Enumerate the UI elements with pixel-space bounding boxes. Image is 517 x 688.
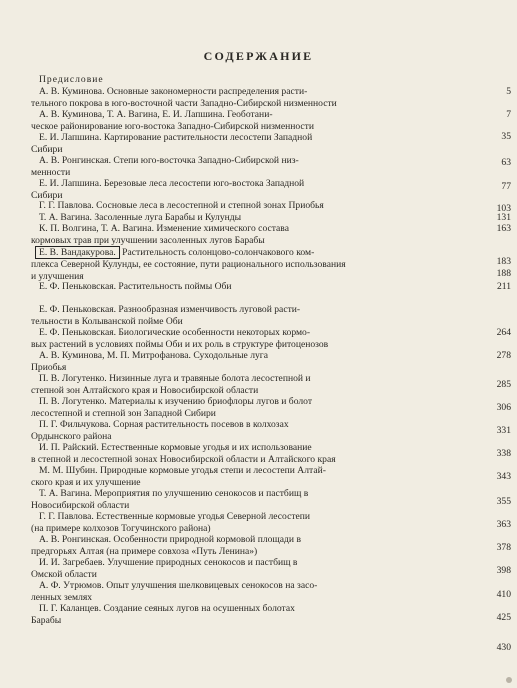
toc-entry-line: степной зон Алтайского края и Новосибирской области [31,384,259,396]
toc-entry-line: тельного покрова в юго-восточной части Западно-Сибирской низменности [31,97,337,109]
toc-page-number: 378 [496,542,511,553]
toc-entry [31,465,471,488]
toc-entry-line: А. В. Куминова, М. П. Митрофанова. Суходольные луга [39,350,268,361]
toc-entry-line: Е. Ф. Пеньковская. Растительность поймы Оби [39,281,232,292]
toc-entry [31,557,471,580]
toc-entry-line: Ордынского района [31,430,112,442]
toc-entry-line: Новосибирской области [31,499,130,511]
toc-entry [31,396,471,419]
toc-page-number: 211 [496,281,511,292]
toc-page-number: 278 [496,350,511,361]
toc-entry-line: плекса Северной Кулунды, ее состояние, пути рационального использования [31,259,346,270]
toc-entry-line: Е. И. Лапшина. Березовые леса лесостепи юго-востока Западной [39,178,305,189]
toc-entry-line: И. П. Райский. Естественные кормовые угодья и их использование [39,442,312,453]
toc-entry-line: тельности в Колыванской пойме Оби [31,315,183,327]
toc-entry [31,511,471,534]
toc-page-number: 188 [496,268,511,279]
toc-page-number: 103 [496,203,511,214]
toc-entry [31,373,471,396]
toc-page-number: 5 [506,86,511,97]
toc-entry-line: А. Ф. Утрюмов. Опыт улучшения шелковицевых сенокосов на засо- [39,580,318,591]
toc-entry [31,86,471,109]
toc-entry-line: И. И. Загребаев. Улучшение природных сенокосов и пастбищ в [39,557,298,568]
toc-page-number: 264 [496,327,511,338]
toc-entry-line: Т. А. Вагина. Засоленные луга Барабы и Кулунды [39,212,242,223]
toc-entry [31,419,471,442]
toc-entry-line: предгорьях Алтая (на примере совхоза «Путь Ленина») [31,545,258,557]
toc-page-number: 343 [496,471,511,482]
toc-entry-line: П. В. Логутенко. Низинные луга и травяные болота лесостепной и [39,373,311,384]
toc-entry [31,223,471,246]
toc-entry-line: Г. Г. Павлова. Естественные кормовые угодья Северной лесостепи [39,511,311,522]
toc-entry [31,74,471,86]
toc-entry [31,246,471,282]
toc-entry-line: Т. А. Вагина. Мероприятия по улучшению сенокосов и пастбищ в [39,488,309,499]
page-title: СОДЕРЖАНИЕ [203,49,314,63]
toc-entry-line: А. В. Куминова, Т. А. Вагина, Е. И. Лапшина. Геоботани- [39,109,273,120]
toc-page-number: 331 [496,425,511,436]
toc-page-number: 285 [496,379,511,390]
toc-page-number: 306 [496,402,511,413]
highlighted-author: Е. В. Вандакурова. [35,246,120,259]
toc-entry-line: А. В. Куминова. Основные закономерности распределения расти- [39,86,308,97]
toc-entry-line: и улучшения [31,270,84,282]
toc-entry-line: Приобья [31,361,67,373]
toc-page-number: 425 [496,612,511,623]
toc-entry-line: М. М. Шубин. Природные кормовые угодья степи и лесостепи Алтай- [39,465,326,476]
toc-entry-line: ского края и их улучшение [31,476,141,488]
toc-entry [31,350,471,373]
toc-entry [31,178,471,201]
toc-entry-line: Омской области [31,568,97,580]
toc-entry-line: Е. И. Лапшина. Картирование растительности лесостепи Западной [39,132,313,143]
toc-entry [31,580,471,603]
toc-entry-line: К. П. Волгина, Т. А. Вагина. Изменение химического состава [39,223,289,234]
toc-entry-line: лесостепной и степной зон Западной Сибири [31,407,216,419]
toc-page-number: 410 [496,589,511,600]
toc-entry-line: Предисловие [39,74,104,85]
paper-mark [506,677,512,683]
toc-entry-line: Е. Ф. Пеньковская. Биологические особенности некоторых кормо- [39,327,311,338]
toc-entry [31,212,471,224]
toc-page-number: 35 [501,131,511,142]
toc-entry-text: Растительность солонцово-солончакового ком- [119,247,315,258]
toc-entry-line: Барабы [31,614,62,626]
toc-entry [31,155,471,178]
toc-page-number: 63 [501,157,511,168]
toc-entry-line: ленных землях [31,591,93,603]
toc-entry-line: вых растений в условиях поймы Оби и их роль в структуре фитоценозов [31,338,329,350]
toc-page-number: 163 [496,223,511,234]
toc-entry-line: Е. Ф. Пеньковская. Разнообразная изменчивость луговой расти- [39,304,301,315]
toc-entry [31,327,471,350]
toc-entry-line: Сибири [31,189,63,201]
toc-entry-line: менности [31,166,71,178]
toc-entry-line: кормовых трав при улучшении засоленных лугов Барабы [31,234,265,246]
toc-entry-line: Г. Г. Павлова. Сосновые леса в лесостепной и степной зонах Приобья [39,200,324,211]
toc-page-number: 338 [496,448,511,459]
toc-entry-line: А. В. Ронгинская. Степи юго-восточка Западно-Сибирской низ- [39,155,299,166]
toc-entry-line: П. Г. Фильчукова. Сорная растительность посевов в колхозах [39,419,289,430]
toc-page-number: 131 [496,212,511,223]
toc-entry-line: (на примере колхозов Тогучинского района) [31,522,211,534]
toc-page-number: 7 [506,109,511,120]
toc-page-number: 363 [496,519,511,530]
toc-page-number: 77 [501,181,511,192]
toc-page-number: 183 [496,256,511,267]
toc-entry-line: Сибири [31,143,63,155]
toc-entry [31,281,471,293]
toc-entry [31,304,471,327]
toc-entry [31,442,471,465]
toc-page-number: 398 [496,565,511,576]
toc-entry [31,200,471,212]
toc-entry [31,132,471,155]
toc-entry-line: в степной и лесостепной зонах Новосибирской области и Алтайского края [31,453,336,465]
toc-page-number: 355 [496,496,511,507]
toc-entry-line: П. Г. Каланцев. Создание сеяных лугов на осушенных болотах [39,603,295,614]
toc-entry [31,488,471,511]
toc-entry [31,603,471,626]
toc-entry [31,534,471,557]
toc-entry-line [31,246,471,259]
toc-page-number: 430 [496,642,511,653]
toc-entry [31,109,471,132]
toc-entry-line: ческое районирование юго-востока Западно-Сибирской низменности [31,120,314,132]
toc-entry-line: П. В. Логутенко. Материалы к изучению бриофлоры лугов и болот [39,396,313,407]
toc-entry-line: А. В. Ронгинская. Особенности природной кормовой площади в [39,534,301,545]
